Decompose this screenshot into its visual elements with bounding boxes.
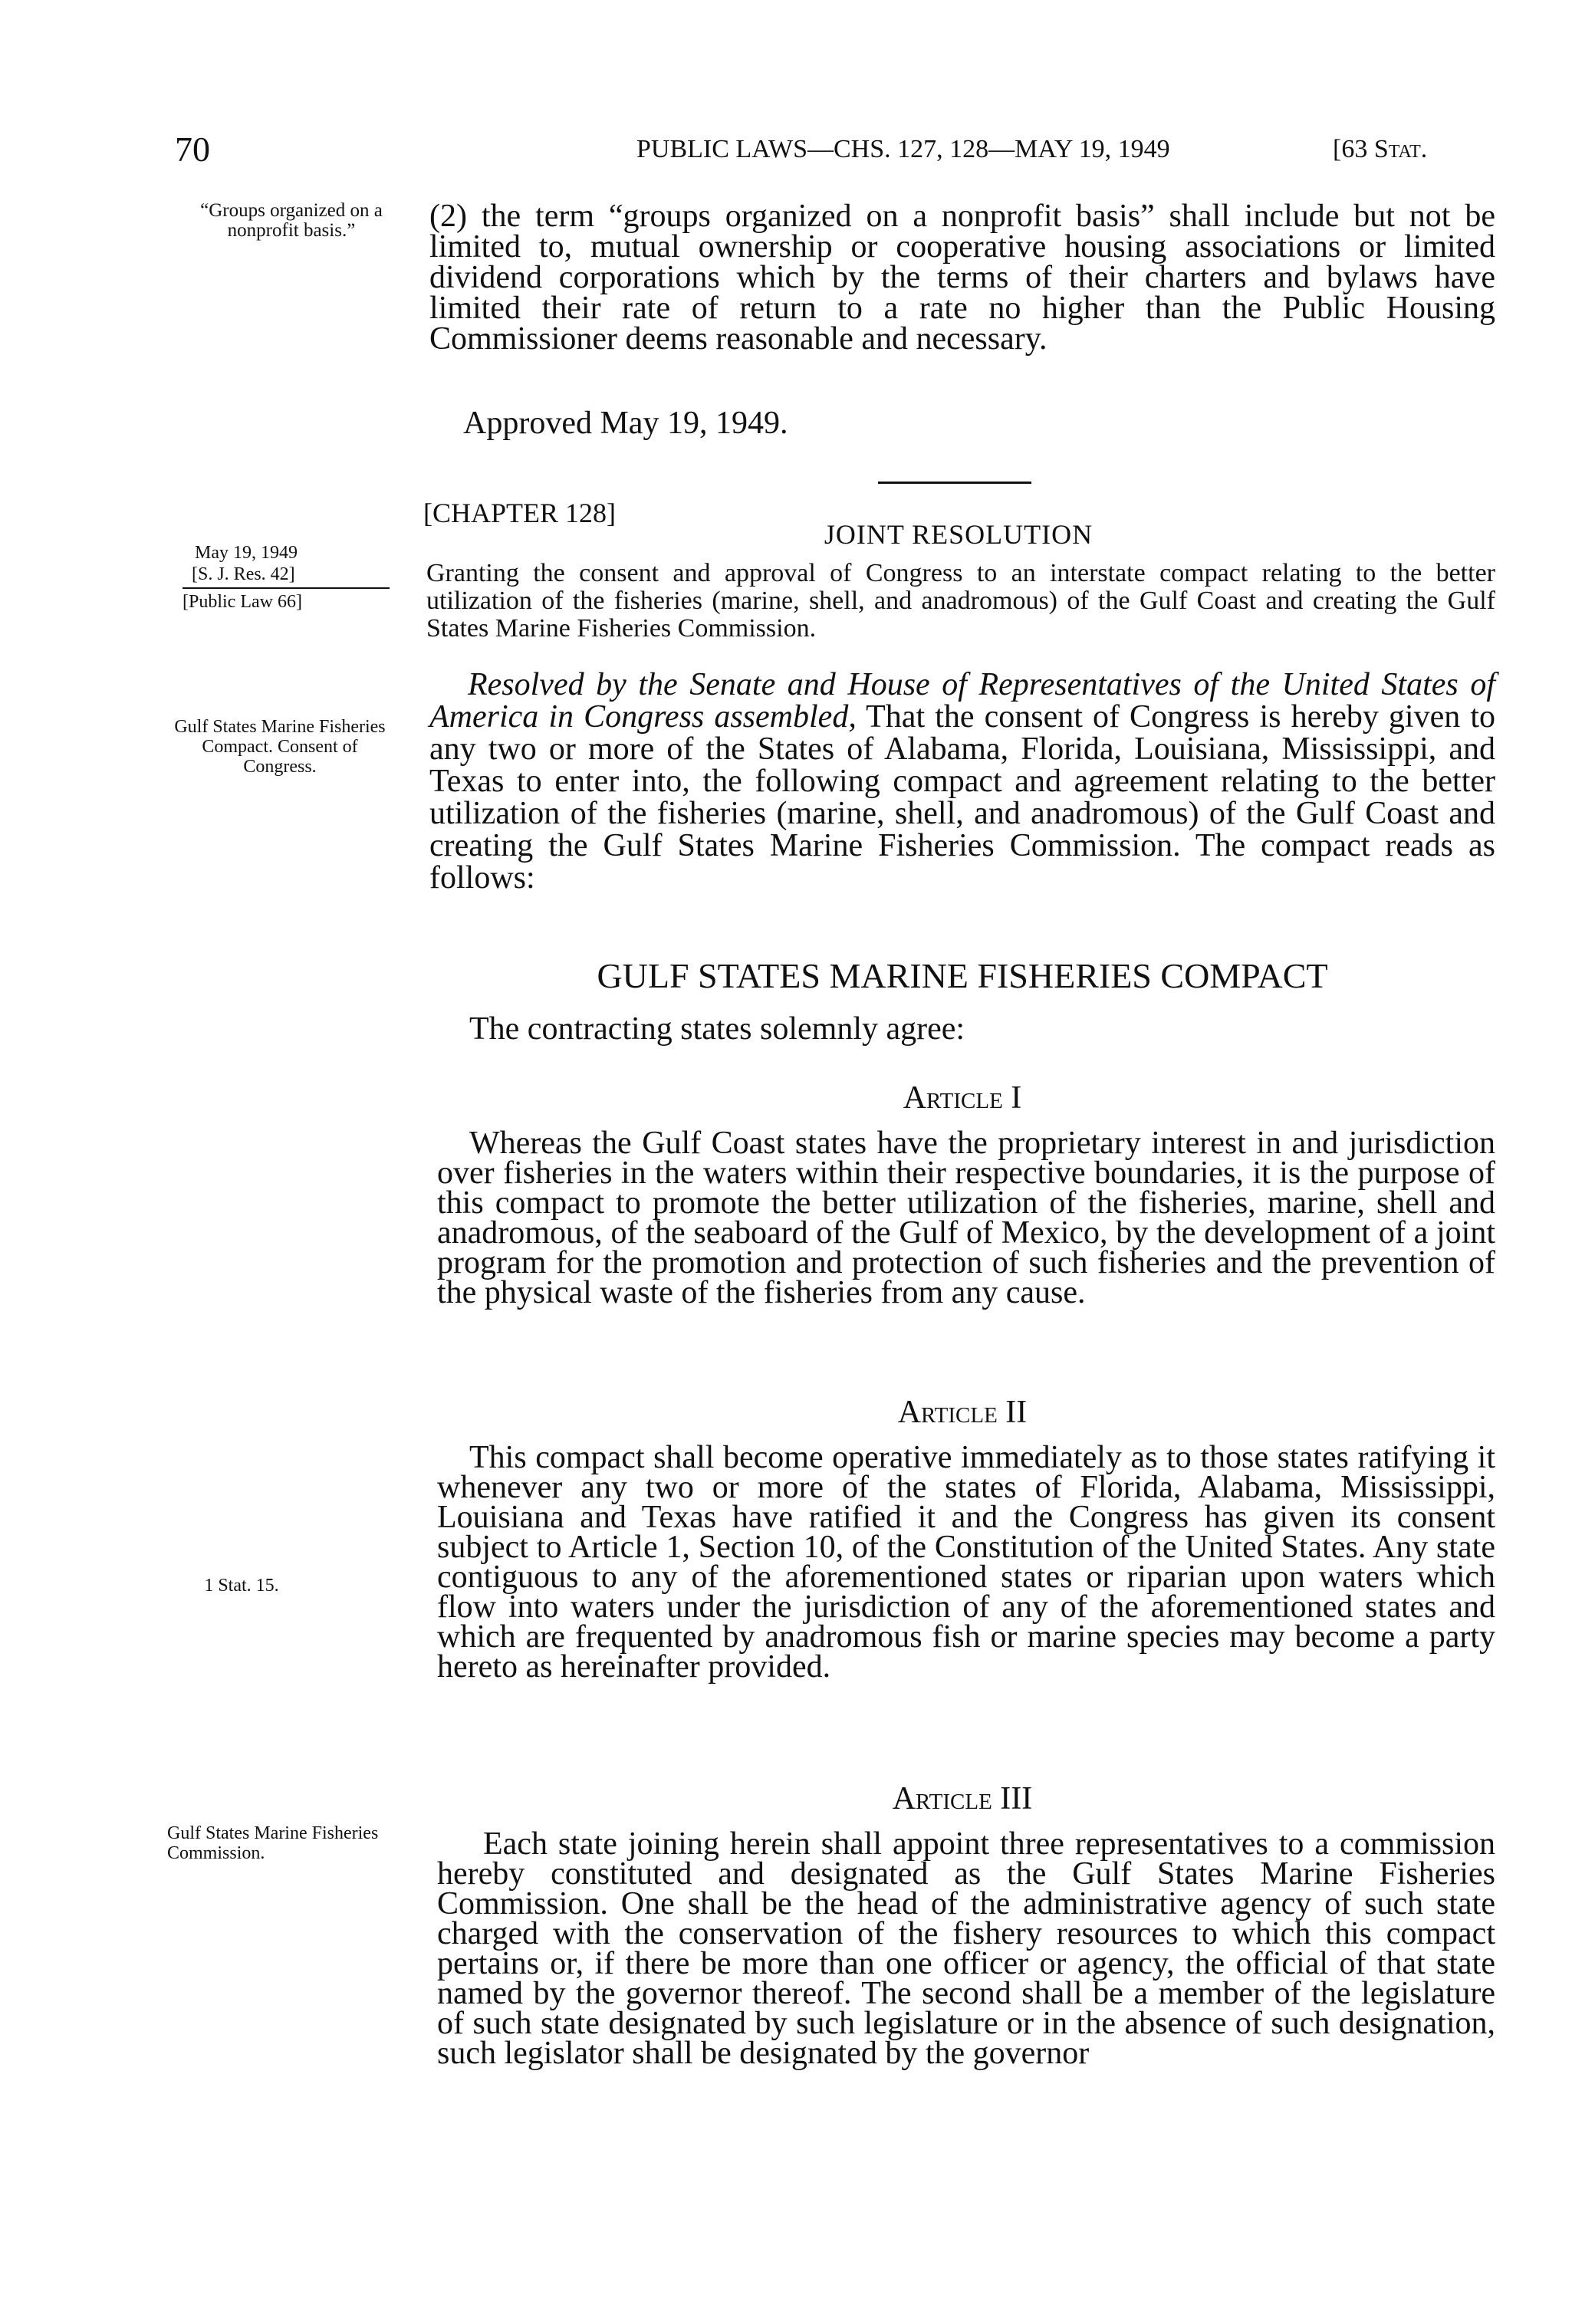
enacting-text: That the consent of Congress is hereby given to any two or more of the States of Alabama, Florida, Louisiana, Mississippi, and Texas to enter into, the following compact and agreement relating to the better utilization of the fisheries (marine, shell, and anadromous) of the Gulf Coast and creating the Gulf States Marine Fisheries Commission. The compact reads as follows: xyxy=(429,699,1495,896)
margin-note-resolution: [S. J. Res. 42] xyxy=(192,564,295,584)
stat-reference: [63 Stat. xyxy=(1333,135,1428,163)
enacting-clause: Resolved by the Senate and House of Representatives of the United States of America in Congress assembled, xyxy=(429,667,1495,735)
running-title: PUBLIC LAWS—CHS. 127, 128—MAY 19, 1949 xyxy=(636,135,1170,163)
margin-divider xyxy=(183,587,390,589)
article-1-text: Whereas the Gulf Coast states have the proprietary interest in and jurisdiction over fisheries in the waters within their respective boundaries, it is the purpose of this compact to promote the better utilization of the fisheries, marine, shell and anadromous, of the seaboard of the Gulf of Mexico, by the development of a joint program for the promotion and protection of such fisheries and the prevention of the physical waste of the fisheries from any cause. xyxy=(437,1126,1495,1310)
compact-title: GULF STATES MARINE FISHERIES COMPACT xyxy=(597,956,1328,995)
article-2-heading: Article II xyxy=(897,1395,1028,1430)
margin-note-date: May 19, 1949 xyxy=(195,543,298,563)
chapter-label: [CHAPTER 128] xyxy=(423,498,616,528)
article-3-heading: Article III xyxy=(892,1781,1033,1816)
margin-note-commission: Gulf States Marine Fisheries Commission. xyxy=(167,1823,379,1863)
approved-line: Approved May 19, 1949. xyxy=(463,406,788,441)
margin-note-public-law: [Public Law 66] xyxy=(183,592,302,612)
article-3-text: Each state joining herein shall appoint three representatives to a commission hereby constituted and designated as the Gulf States Marine Fisheries Commission. One shall be the head of the administrative agency of such state charged with the conservation of the fishery resources to which this compact pertains or, if there be more than one officer or agency, the official of that state named by the governor thereof. The second shall be a member of the legislature of such state designated by such legislature or in the absence of such designation, such legislator shall be designated by the governor xyxy=(437,1826,1495,2071)
chapter-rule xyxy=(878,482,1031,484)
margin-note-compact: Gulf States Marine Fisheries Compact. Consent of Congress. xyxy=(174,717,386,777)
compact-intro: The contracting states solemnly agree: xyxy=(469,1011,965,1047)
margin-note-stat-cite: 1 Stat. 15. xyxy=(204,1576,279,1596)
resolution-purpose: Granting the consent and approval of Congress to an interstate compact relating to the better utilization of the fisheries (marine, shell, and anadromous) of the Gulf Coast and creating the Gulf States Marine Fisheries Commission. xyxy=(426,559,1495,643)
section-2-text: (2) the term “groups organized on a nonprofit basis” shall include but not be limited to, mutual ownership or cooperative housing associations or limited dividend corporations which by the terms of their charters and bylaws have limited their rate of return to a rate no higher than the Public Housing Commissioner deems reasonable and necessary. xyxy=(429,199,1495,357)
article-1-heading: Article I xyxy=(903,1080,1022,1116)
joint-resolution-heading: JOINT RESOLUTION xyxy=(824,519,1093,550)
enacting-paragraph xyxy=(429,669,1495,894)
margin-note-groups: “Groups organized on a nonprofit basis.” xyxy=(200,200,383,241)
page-number: 70 xyxy=(175,130,210,169)
article-2-text: This compact shall become operative immediately as to those states ratifying it whenever any two or more of the states of Florida, Alabama, Mississippi, Louisiana and Texas have ratified it and the Congress has given its consent subject to Article 1, Section 10, of the Constitution of the United States. Any state contiguous to any of the aforementioned states or riparian upon waters which flow into waters under the jurisdiction of any of the aforementioned states and which are frequented by anadromous fish or marine species may become a party hereto as hereinafter provided. xyxy=(437,1440,1495,1685)
